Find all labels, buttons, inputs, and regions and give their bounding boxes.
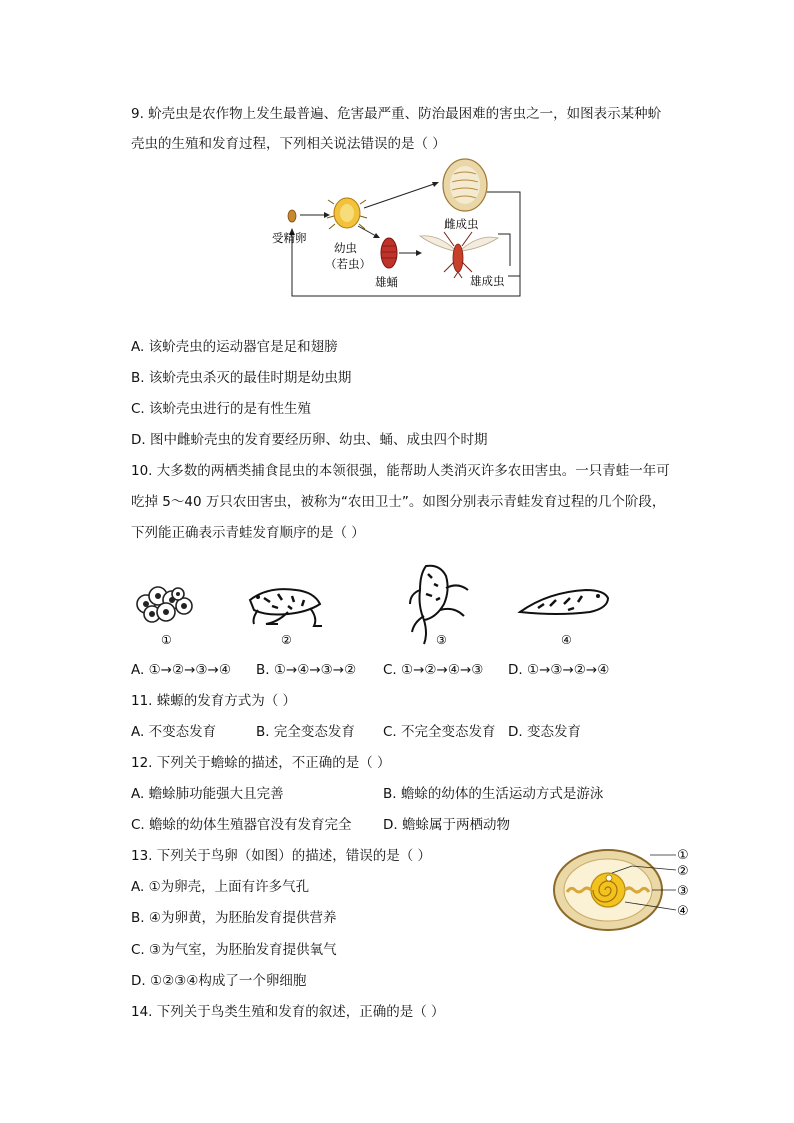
q12-option-c: C. 蟾蜍的幼体生殖器官没有发育完全 — [131, 817, 352, 833]
egg-image — [288, 210, 296, 222]
scale-insect-lifecycle-figure — [268, 156, 528, 300]
q11-option-d: D. 变态发育 — [508, 724, 581, 740]
q11-option-c: C. 不完全变态发育 — [383, 724, 496, 740]
female-adult-image — [443, 159, 487, 211]
q12-option-d: D. 蟾蜍属于两栖动物 — [383, 817, 510, 833]
q13-option-d: D. ①②③④构成了一个卵细胞 — [131, 973, 307, 989]
q9-option-d: D. 图中雌蚧壳虫的发育要经历卵、幼虫、蛹、成虫四个时期 — [131, 432, 488, 448]
egg-label-4: ④ — [677, 904, 689, 919]
label-male-pupa: 雄蛹 — [375, 275, 398, 289]
q13-option-b: B. ④为卵黄，为胚胎发育提供营养 — [131, 910, 337, 926]
male-adult-image — [420, 232, 498, 278]
stage-label-3: ③ — [436, 633, 447, 647]
arrow-larva-to-pupa — [358, 226, 376, 236]
q9-stem-line1: 9. 蚧壳虫是农作物上发生最普遍、危害最严重、防治最困难的害虫之一，如图表示某种蚧 — [131, 106, 662, 122]
label-egg: 受精卵 — [272, 231, 307, 245]
label-larva: 幼虫 — [334, 241, 357, 255]
q10-stem-line1: 10. 大多数的两栖类捕食昆虫的本领很强，能帮助人类消灭许多农田害虫。一只青蛙一年可 — [131, 463, 670, 479]
q12-option-a: A. 蟾蜍肺功能强大且完善 — [131, 786, 284, 802]
q10-stem-line2: 吃掉 5～40 万只农田害虫，被称为“农田卫士”。如图分别表示青蛙发育过程的几个阶段， — [131, 494, 666, 510]
q9-option-b: B. 该蚧壳虫杀灭的最佳时期是幼虫期 — [131, 370, 352, 386]
label-female-adult: 雌成虫 — [444, 217, 479, 231]
larva-image — [327, 198, 367, 229]
q9-option-c: C. 该蚧壳虫进行的是有性生殖 — [131, 401, 312, 417]
q10-option-d: D. ①→③→②→④ — [508, 662, 610, 678]
q13-option-c: C. ③为气室，为胚胎发育提供氧气 — [131, 942, 337, 958]
q12-stem: 12. 下列关于蟾蜍的描述，不正确的是（ ） — [131, 755, 391, 771]
adult-frog-image — [250, 589, 322, 626]
q10-option-c: C. ①→②→④→③ — [383, 662, 484, 678]
egg-label-2: ② — [677, 864, 689, 879]
q11-stem: 11. 蝾螈的发育方式为（ ） — [131, 693, 297, 709]
q12-option-b: B. 蟾蜍的幼体的生活运动方式是游泳 — [383, 786, 604, 802]
stage-label-4: ④ — [561, 633, 572, 647]
q9-stem-line2: 壳虫的生殖和发育过程，下列相关说法错误的是（ ） — [131, 136, 446, 152]
label-larva-note: （若虫） — [325, 257, 371, 271]
label-male-adult: 雄成虫 — [470, 274, 505, 288]
q10-option-a: A. ①→②→③→④ — [131, 662, 231, 678]
q13-stem: 13. 下列关于鸟卵（如图）的描述，错误的是（ ） — [131, 848, 432, 864]
egg-label-3: ③ — [677, 884, 689, 899]
frog-stages-figure — [128, 560, 618, 650]
q14-stem: 14. 下列关于鸟类生殖和发育的叙述，正确的是（ ） — [131, 1004, 445, 1020]
q11-option-a: A. 不变态发育 — [131, 724, 217, 740]
arrow-larva-to-female — [364, 184, 434, 208]
q9-option-a: A. 该蚧壳虫的运动器官是足和翅膀 — [131, 339, 338, 355]
egg-label-1: ① — [677, 848, 689, 863]
q11-option-b: B. 完全变态发育 — [256, 724, 355, 740]
q10-stem-line3: 下列能正确表示青蛙发育顺序的是（ ） — [131, 525, 365, 541]
tadpole-image — [520, 590, 608, 614]
male-pupa-image — [381, 238, 397, 268]
bird-egg-figure — [552, 844, 698, 936]
stage-label-2: ② — [281, 633, 292, 647]
q10-option-b: B. ①→④→③→② — [256, 662, 357, 678]
q13-option-a: A. ①为卵壳，上面有许多气孔 — [131, 879, 310, 895]
stage-label-1: ① — [161, 633, 172, 647]
